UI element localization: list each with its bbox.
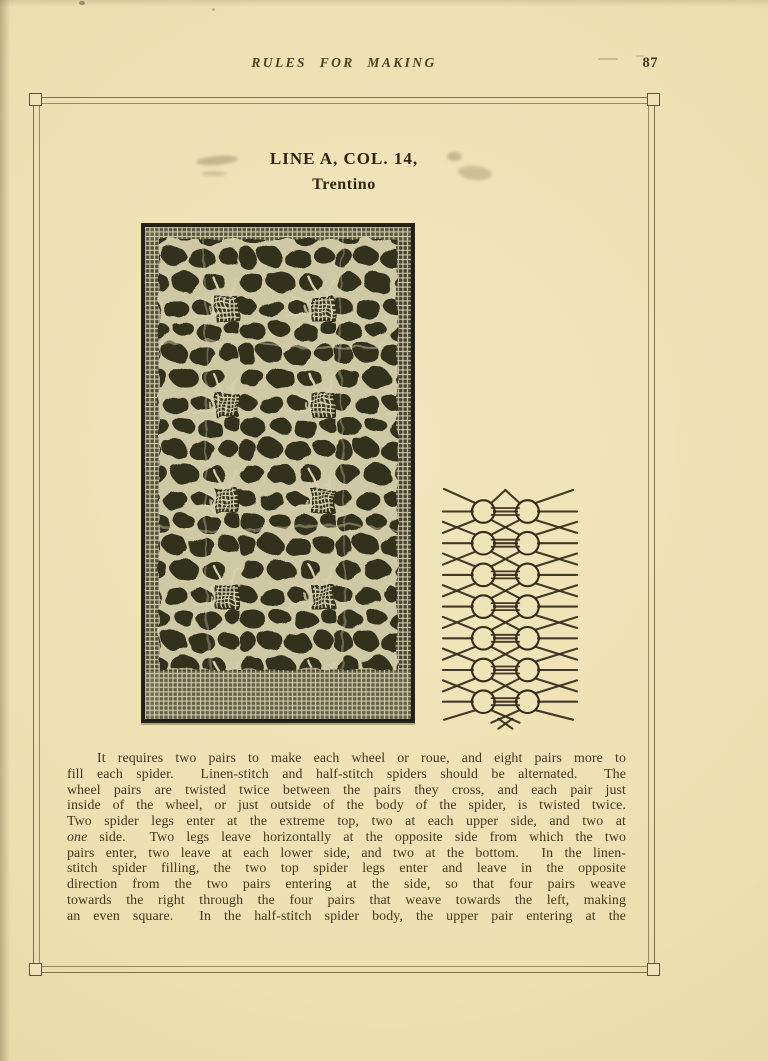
frame-corner-top-right bbox=[647, 93, 660, 106]
scan-speck bbox=[212, 8, 215, 11]
lace-photo bbox=[141, 223, 415, 723]
wheel-diagram bbox=[440, 487, 582, 738]
section-title: LINE A, COL. 14, bbox=[269, 149, 419, 168]
page-number: 87 bbox=[642, 55, 658, 71]
scan-mark bbox=[598, 58, 618, 60]
body-line: stitch spider filling, the two top spider legs enter and leave in the opposite bbox=[67, 861, 626, 877]
body-paragraph bbox=[67, 751, 626, 924]
body-line: inside of the wheel, or just outside of the body of the spider, is twisted twice. bbox=[67, 798, 626, 814]
body-line: It requires two pairs to make each wheel or roue, and eight pairs more to bbox=[97, 751, 626, 766]
section-title-block bbox=[34, 149, 654, 194]
body-line: pairs enter, two leave at each lower side, and two at the bottom. In the linen- bbox=[67, 845, 626, 861]
wheel-diagram-svg bbox=[440, 487, 582, 733]
scan-edge-shadow-top bbox=[0, 0, 768, 7]
scan-smudge bbox=[447, 152, 462, 161]
body-line: wheel pairs are twisted twice between the pairs they cross, and each pair just bbox=[67, 782, 626, 798]
body-line: direction from the two pairs entering at the side, so that four pairs weave bbox=[67, 877, 626, 892]
scan-speck bbox=[79, 1, 85, 5]
lace-photo-image bbox=[143, 225, 413, 721]
frame-corner-top-left bbox=[29, 93, 42, 106]
frame-corner-bottom-right bbox=[647, 963, 660, 976]
section-subtitle: Trentino bbox=[312, 176, 376, 193]
scan-edge-shadow bbox=[0, 0, 10, 1061]
body-line: fill each spider. Linen-stitch and half-stitch spiders should be alternated. The bbox=[67, 766, 626, 782]
scan-mark bbox=[636, 55, 644, 57]
body-line: one side. Two legs leave horizontally at the opposite side from which the two bbox=[67, 829, 626, 845]
body-line: towards the right through the four pairs that weave towards the left, making bbox=[67, 892, 626, 908]
body-line: Two spider legs enter at the extreme top, two at each upper side, and two at bbox=[67, 814, 626, 829]
scan-smudge bbox=[201, 171, 227, 176]
frame-corner-bottom-left bbox=[29, 963, 42, 976]
running-title: RULES FOR MAKING bbox=[251, 55, 437, 70]
body-line: an even square. In the half-stitch spider body, the upper pair entering at the bbox=[67, 908, 626, 924]
